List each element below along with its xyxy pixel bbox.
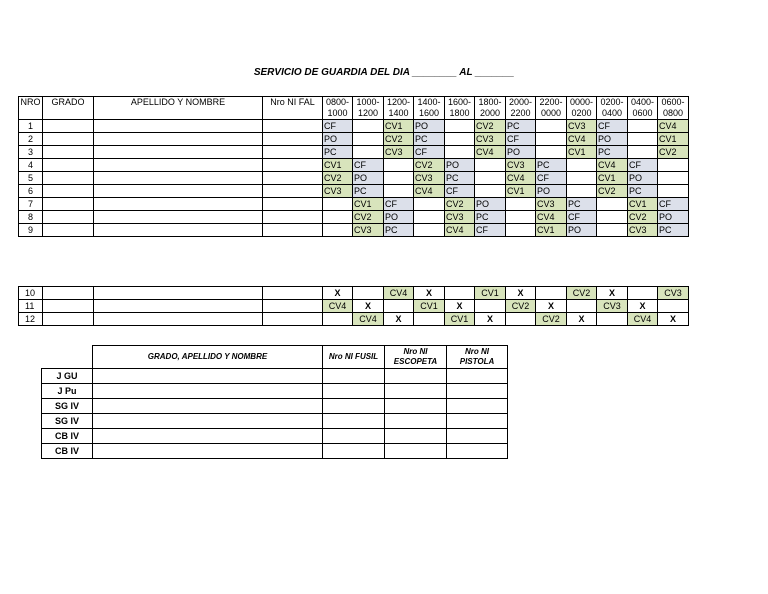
- name-cell: [93, 414, 323, 429]
- shift-cell: [628, 287, 658, 300]
- shift-cell: [323, 198, 353, 211]
- row-number: 6: [19, 185, 43, 198]
- grado-cell: [43, 172, 94, 185]
- shift-cell: CV1: [384, 120, 414, 133]
- shift-cell: [475, 172, 506, 185]
- shift-cell: CF: [628, 159, 658, 172]
- header-row: [19, 97, 689, 120]
- shift-cell: [658, 159, 689, 172]
- weapons-header-escopeta: Nro NI ESCOPETA: [385, 346, 447, 369]
- shift-cell: CV2: [628, 211, 658, 224]
- pistola-cell: [447, 369, 508, 384]
- shift-cell: [445, 287, 475, 300]
- shift-cell: X: [323, 287, 353, 300]
- nombre-cell: [94, 313, 263, 326]
- shift-cell: [597, 313, 628, 326]
- nombre-cell: [94, 159, 263, 172]
- shift-cell: CV4: [353, 313, 384, 326]
- fal-cell: [263, 120, 323, 133]
- fal-cell: [263, 133, 323, 146]
- shift-cell: CV3: [658, 287, 689, 300]
- shift-cell: CV2: [475, 120, 506, 133]
- shift-cell: CV3: [506, 159, 536, 172]
- shift-cell: [567, 185, 597, 198]
- grado-cell: [43, 300, 94, 313]
- shift-cell: [353, 133, 384, 146]
- table-row: [42, 414, 508, 429]
- fal-cell: [263, 313, 323, 326]
- shift-cell: CV4: [506, 172, 536, 185]
- shift-cell: PC: [506, 120, 536, 133]
- shift-cell: CV1: [658, 133, 689, 146]
- extra-body: [19, 287, 689, 326]
- escopeta-cell: [385, 384, 447, 399]
- shift-cell: CF: [506, 133, 536, 146]
- header-time-11: 0600- 0800: [658, 97, 689, 120]
- shift-cell: CV4: [445, 224, 475, 237]
- shift-cell: CF: [475, 224, 506, 237]
- shift-cell: [536, 133, 567, 146]
- shift-cell: CV1: [628, 198, 658, 211]
- nombre-cell: [94, 133, 263, 146]
- shift-cell: [597, 211, 628, 224]
- shift-cell: [628, 146, 658, 159]
- header-time-2: 1200- 1400: [384, 97, 414, 120]
- shift-cell: CV2: [567, 287, 597, 300]
- shift-cell: X: [445, 300, 475, 313]
- shift-cell: CV3: [384, 146, 414, 159]
- fal-cell: [263, 185, 323, 198]
- header-fal: Nro NI FAL: [263, 97, 323, 120]
- table-row: [19, 120, 689, 133]
- shift-cell: PC: [658, 224, 689, 237]
- shift-cell: CV4: [658, 120, 689, 133]
- table-row: [19, 146, 689, 159]
- weapons-header-row: [42, 346, 508, 369]
- escopeta-cell: [385, 399, 447, 414]
- table-row: [19, 198, 689, 211]
- shift-cell: [384, 300, 414, 313]
- shift-cell: X: [414, 287, 445, 300]
- shift-cell: CV4: [384, 287, 414, 300]
- shift-cell: [658, 172, 689, 185]
- name-cell: [93, 369, 323, 384]
- shift-cell: [414, 211, 445, 224]
- header-time-5: 1800- 2000: [475, 97, 506, 120]
- table-row: [42, 384, 508, 399]
- grado-cell: [43, 185, 94, 198]
- shift-cell: PC: [384, 224, 414, 237]
- shift-cell: CV1: [414, 300, 445, 313]
- grado-cell: [43, 198, 94, 211]
- schedule-body: [19, 120, 689, 237]
- shift-cell: CV2: [658, 146, 689, 159]
- pistola-cell: [447, 399, 508, 414]
- shift-cell: CV3: [567, 120, 597, 133]
- shift-cell: PO: [353, 172, 384, 185]
- grado-cell: [43, 120, 94, 133]
- shift-cell: [475, 185, 506, 198]
- table-row: [19, 185, 689, 198]
- fusil-cell: [323, 444, 385, 459]
- shift-cell: [536, 287, 567, 300]
- name-cell: [93, 429, 323, 444]
- header-time-7: 2200- 0000: [536, 97, 567, 120]
- shift-cell: [353, 287, 384, 300]
- shift-cell: [445, 120, 475, 133]
- nombre-cell: [94, 185, 263, 198]
- escopeta-cell: [385, 444, 447, 459]
- shift-cell: CF: [597, 120, 628, 133]
- header-time-10: 0400- 0600: [628, 97, 658, 120]
- shift-cell: CF: [445, 185, 475, 198]
- row-number: 4: [19, 159, 43, 172]
- shift-cell: [536, 120, 567, 133]
- shift-cell: [445, 133, 475, 146]
- shift-cell: [506, 224, 536, 237]
- table-row: [19, 313, 689, 326]
- shift-cell: [445, 146, 475, 159]
- shift-cell: PC: [353, 185, 384, 198]
- shift-cell: PC: [475, 211, 506, 224]
- pistola-cell: [447, 384, 508, 399]
- fusil-cell: [323, 429, 385, 444]
- shift-cell: PO: [536, 185, 567, 198]
- row-number: 2: [19, 133, 43, 146]
- page-title: SERVICIO DE GUARDIA DEL DIA ________ AL _______: [253, 67, 515, 78]
- shift-cell: PO: [597, 133, 628, 146]
- pistola-cell: [447, 444, 508, 459]
- shift-cell: CV2: [414, 159, 445, 172]
- grado-cell: [43, 224, 94, 237]
- shift-cell: CV3: [475, 133, 506, 146]
- shift-cell: [384, 185, 414, 198]
- shift-cell: PO: [475, 198, 506, 211]
- shift-cell: PC: [414, 133, 445, 146]
- header-grado: GRADO: [43, 97, 94, 120]
- fusil-cell: [323, 384, 385, 399]
- shift-cell: [353, 120, 384, 133]
- shift-cell: CV2: [445, 198, 475, 211]
- nombre-cell: [94, 146, 263, 159]
- shift-cell: [567, 172, 597, 185]
- nombre-cell: [94, 211, 263, 224]
- shift-cell: [353, 146, 384, 159]
- shift-cell: CV4: [414, 185, 445, 198]
- shift-cell: CV2: [597, 185, 628, 198]
- table-row: [19, 300, 689, 313]
- pistola-cell: [447, 429, 508, 444]
- weapons-header-name: GRADO, APELLIDO Y NOMBRE: [93, 346, 323, 369]
- table-row: [19, 211, 689, 224]
- shift-cell: PO: [506, 146, 536, 159]
- shift-cell: X: [597, 287, 628, 300]
- role-label: CB IV: [42, 444, 93, 459]
- shift-cell: [597, 198, 628, 211]
- shift-cell: CV4: [323, 300, 353, 313]
- shift-cell: [414, 198, 445, 211]
- shift-cell: [414, 224, 445, 237]
- grado-cell: [43, 146, 94, 159]
- escopeta-cell: [385, 414, 447, 429]
- shift-cell: CV3: [323, 185, 353, 198]
- weapons-header-pistola: Nro NI PISTOLA: [447, 346, 508, 369]
- fal-cell: [263, 198, 323, 211]
- shift-cell: CV2: [353, 211, 384, 224]
- shift-cell: CF: [323, 120, 353, 133]
- table-row: [42, 369, 508, 384]
- shift-cell: PO: [628, 172, 658, 185]
- shift-cell: CV2: [536, 313, 567, 326]
- fal-cell: [263, 172, 323, 185]
- shift-cell: [506, 313, 536, 326]
- shift-cell: CV1: [353, 198, 384, 211]
- extra-schedule-table: [18, 286, 689, 326]
- table-row: [42, 399, 508, 414]
- header-nro: NRO: [19, 97, 43, 120]
- shift-cell: PO: [658, 211, 689, 224]
- shift-cell: X: [353, 300, 384, 313]
- shift-cell: CV1: [567, 146, 597, 159]
- shift-cell: X: [384, 313, 414, 326]
- shift-cell: [567, 159, 597, 172]
- fusil-cell: [323, 414, 385, 429]
- escopeta-cell: [385, 429, 447, 444]
- shift-cell: CF: [414, 146, 445, 159]
- shift-cell: [384, 172, 414, 185]
- shift-cell: CV4: [628, 313, 658, 326]
- grado-cell: [43, 211, 94, 224]
- row-number: 1: [19, 120, 43, 133]
- shift-cell: CV1: [475, 287, 506, 300]
- shift-cell: [323, 224, 353, 237]
- role-label: SG IV: [42, 399, 93, 414]
- shift-cell: PO: [384, 211, 414, 224]
- shift-cell: PO: [414, 120, 445, 133]
- shift-cell: [475, 300, 506, 313]
- grado-cell: [43, 313, 94, 326]
- weapons-table: [41, 345, 508, 459]
- pistola-cell: [447, 414, 508, 429]
- shift-cell: CV4: [475, 146, 506, 159]
- table-row: [19, 172, 689, 185]
- role-label: SG IV: [42, 414, 93, 429]
- shift-cell: PC: [536, 159, 567, 172]
- shift-cell: CF: [536, 172, 567, 185]
- shift-cell: CV4: [597, 159, 628, 172]
- shift-cell: CF: [353, 159, 384, 172]
- escopeta-cell: [385, 369, 447, 384]
- shift-cell: [323, 313, 353, 326]
- shift-cell: [567, 300, 597, 313]
- shift-cell: [506, 211, 536, 224]
- fal-cell: [263, 300, 323, 313]
- shift-cell: PC: [597, 146, 628, 159]
- shift-cell: CV4: [536, 211, 567, 224]
- shift-cell: CF: [658, 198, 689, 211]
- table-row: [42, 444, 508, 459]
- nombre-cell: [94, 198, 263, 211]
- nombre-cell: [94, 120, 263, 133]
- shift-cell: CF: [567, 211, 597, 224]
- shift-cell: CV2: [384, 133, 414, 146]
- shift-cell: X: [658, 313, 689, 326]
- shift-cell: CV3: [414, 172, 445, 185]
- row-number: 8: [19, 211, 43, 224]
- header-time-3: 1400- 1600: [414, 97, 445, 120]
- shift-cell: CV1: [445, 313, 475, 326]
- shift-cell: CV1: [597, 172, 628, 185]
- row-number: 11: [19, 300, 43, 313]
- shift-cell: PC: [628, 185, 658, 198]
- name-cell: [93, 444, 323, 459]
- fusil-cell: [323, 399, 385, 414]
- grado-cell: [43, 159, 94, 172]
- header-time-8: 0000- 0200: [567, 97, 597, 120]
- row-number: 5: [19, 172, 43, 185]
- shift-cell: X: [475, 313, 506, 326]
- header-time-4: 1600- 1800: [445, 97, 475, 120]
- fal-cell: [263, 211, 323, 224]
- shift-cell: X: [506, 287, 536, 300]
- shift-cell: CV2: [323, 172, 353, 185]
- row-number: 10: [19, 287, 43, 300]
- grado-cell: [43, 133, 94, 146]
- shift-cell: CV2: [506, 300, 536, 313]
- row-number: 12: [19, 313, 43, 326]
- shift-cell: PO: [445, 159, 475, 172]
- shift-cell: [475, 159, 506, 172]
- shift-cell: [597, 224, 628, 237]
- shift-cell: CV1: [323, 159, 353, 172]
- shift-cell: [628, 133, 658, 146]
- shift-cell: X: [536, 300, 567, 313]
- grado-cell: [43, 287, 94, 300]
- header-time-1: 1000- 1200: [353, 97, 384, 120]
- header-time-6: 2000- 2200: [506, 97, 536, 120]
- name-cell: [93, 399, 323, 414]
- weapons-header-fusil: Nro NI FUSIL: [323, 346, 385, 369]
- fal-cell: [263, 159, 323, 172]
- row-number: 9: [19, 224, 43, 237]
- guard-schedule-table: [18, 96, 689, 237]
- shift-cell: [658, 185, 689, 198]
- shift-cell: CV3: [445, 211, 475, 224]
- shift-cell: PC: [567, 198, 597, 211]
- shift-cell: CV4: [567, 133, 597, 146]
- shift-cell: [323, 211, 353, 224]
- name-cell: [93, 384, 323, 399]
- weapons-body: [42, 369, 508, 459]
- nombre-cell: [94, 172, 263, 185]
- role-label: J GU: [42, 369, 93, 384]
- table-row: [19, 133, 689, 146]
- shift-cell: X: [628, 300, 658, 313]
- table-row: [19, 287, 689, 300]
- shift-cell: PO: [323, 133, 353, 146]
- shift-cell: CV3: [597, 300, 628, 313]
- shift-cell: [384, 159, 414, 172]
- shift-cell: CV3: [536, 198, 567, 211]
- shift-cell: PC: [445, 172, 475, 185]
- role-label: J Pu: [42, 384, 93, 399]
- fal-cell: [263, 146, 323, 159]
- shift-cell: CV1: [536, 224, 567, 237]
- shift-cell: [658, 300, 689, 313]
- shift-cell: CF: [384, 198, 414, 211]
- role-label: CB IV: [42, 429, 93, 444]
- fusil-cell: [323, 369, 385, 384]
- shift-cell: CV3: [353, 224, 384, 237]
- table-row: [42, 429, 508, 444]
- shift-cell: CV3: [628, 224, 658, 237]
- shift-cell: [628, 120, 658, 133]
- header-nombre: APELLIDO Y NOMBRE: [94, 97, 263, 120]
- fal-cell: [263, 287, 323, 300]
- shift-cell: CV1: [506, 185, 536, 198]
- shift-cell: PO: [567, 224, 597, 237]
- row-number: 7: [19, 198, 43, 211]
- nombre-cell: [94, 224, 263, 237]
- header-time-9: 0200- 0400: [597, 97, 628, 120]
- nombre-cell: [94, 300, 263, 313]
- shift-cell: [414, 313, 445, 326]
- shift-cell: X: [567, 313, 597, 326]
- row-number: 3: [19, 146, 43, 159]
- fal-cell: [263, 224, 323, 237]
- shift-cell: PC: [323, 146, 353, 159]
- shift-cell: [506, 198, 536, 211]
- table-row: [19, 159, 689, 172]
- nombre-cell: [94, 287, 263, 300]
- header-time-0: 0800- 1000: [323, 97, 353, 120]
- table-row: [19, 224, 689, 237]
- shift-cell: [536, 146, 567, 159]
